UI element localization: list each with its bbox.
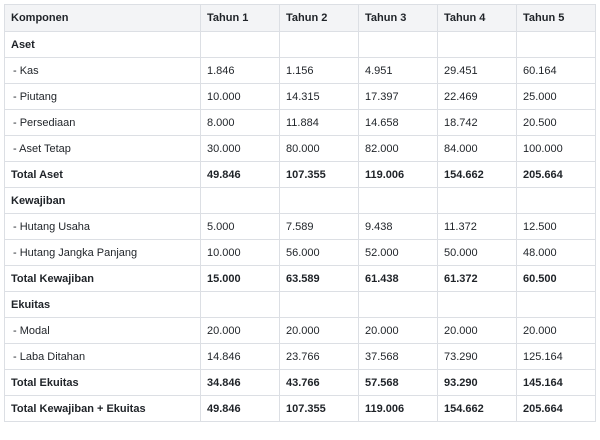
value-cell: 49.846 [201,162,280,188]
value-cell: 25.000 [517,84,596,110]
value-cell: 14.846 [201,344,280,370]
value-cell: 205.664 [517,162,596,188]
table-row [5,58,596,84]
column-header-tahun-5: Tahun 5 [517,5,596,32]
value-cell: 145.164 [517,370,596,396]
value-cell: 61.438 [359,266,438,292]
value-cell: 60.500 [517,266,596,292]
value-cell: 14.658 [359,110,438,136]
section-row [5,32,596,58]
value-cell: 107.355 [280,162,359,188]
value-cell [201,188,280,214]
row-label-cell: - Laba Ditahan [5,344,201,370]
value-cell: 43.766 [280,370,359,396]
value-cell [280,292,359,318]
row-label-cell: Total Kewajiban + Ekuitas [5,396,201,422]
value-cell: 20.000 [201,318,280,344]
value-cell [280,188,359,214]
value-cell [359,32,438,58]
value-cell: 9.438 [359,214,438,240]
section-row [5,188,596,214]
total-row [5,162,596,188]
value-cell: 15.000 [201,266,280,292]
column-header-tahun-1: Tahun 1 [201,5,280,32]
value-cell: 1.156 [280,58,359,84]
value-cell [201,292,280,318]
value-cell: 5.000 [201,214,280,240]
value-cell: 49.846 [201,396,280,422]
value-cell: 18.742 [438,110,517,136]
value-cell: 11.372 [438,214,517,240]
value-cell: 73.290 [438,344,517,370]
total-row [5,266,596,292]
value-cell: 10.000 [201,240,280,266]
value-cell: 100.000 [517,136,596,162]
value-cell: 205.664 [517,396,596,422]
table-header-row [5,5,596,32]
value-cell [438,32,517,58]
value-cell [517,188,596,214]
row-label-cell: - Piutang [5,84,201,110]
row-label-cell: Total Ekuitas [5,370,201,396]
table-row [5,318,596,344]
value-cell: 48.000 [517,240,596,266]
value-cell: 20.000 [359,318,438,344]
value-cell: 29.451 [438,58,517,84]
value-cell [438,188,517,214]
row-label-cell: - Hutang Usaha [5,214,201,240]
total-row [5,370,596,396]
value-cell: 63.589 [280,266,359,292]
table-row [5,84,596,110]
table-row [5,214,596,240]
value-cell: 119.006 [359,396,438,422]
value-cell: 80.000 [280,136,359,162]
table-container [4,4,596,422]
section-row [5,292,596,318]
value-cell: 56.000 [280,240,359,266]
value-cell: 1.846 [201,58,280,84]
value-cell [201,32,280,58]
value-cell: 20.000 [517,318,596,344]
value-cell: 20.000 [280,318,359,344]
value-cell: 11.884 [280,110,359,136]
value-cell: 10.000 [201,84,280,110]
row-label-cell: - Modal [5,318,201,344]
value-cell: 20.500 [517,110,596,136]
value-cell: 154.662 [438,396,517,422]
value-cell: 8.000 [201,110,280,136]
value-cell: 17.397 [359,84,438,110]
value-cell: 61.372 [438,266,517,292]
value-cell [359,292,438,318]
value-cell: 37.568 [359,344,438,370]
value-cell: 154.662 [438,162,517,188]
table-row [5,136,596,162]
value-cell [517,292,596,318]
value-cell: 119.006 [359,162,438,188]
row-label-cell: - Persediaan [5,110,201,136]
table-row [5,240,596,266]
value-cell: 12.500 [517,214,596,240]
row-label-cell: Aset [5,32,201,58]
value-cell: 107.355 [280,396,359,422]
value-cell: 14.315 [280,84,359,110]
value-cell: 125.164 [517,344,596,370]
row-label-cell: - Hutang Jangka Panjang [5,240,201,266]
column-header-tahun-2: Tahun 2 [280,5,359,32]
row-label-cell: Kewajiban [5,188,201,214]
value-cell [517,32,596,58]
value-cell: 57.568 [359,370,438,396]
financial-table [4,4,596,422]
value-cell: 22.469 [438,84,517,110]
column-header-komponen: Komponen [5,5,201,32]
value-cell: 84.000 [438,136,517,162]
value-cell: 23.766 [280,344,359,370]
column-header-tahun-4: Tahun 4 [438,5,517,32]
table-body [5,32,596,422]
value-cell: 82.000 [359,136,438,162]
value-cell [280,32,359,58]
row-label-cell: Ekuitas [5,292,201,318]
row-label-cell: Total Kewajiban [5,266,201,292]
value-cell: 4.951 [359,58,438,84]
total-row [5,396,596,422]
row-label-cell: - Aset Tetap [5,136,201,162]
value-cell: 50.000 [438,240,517,266]
value-cell: 52.000 [359,240,438,266]
column-header-tahun-3: Tahun 3 [359,5,438,32]
value-cell [359,188,438,214]
row-label-cell: Total Aset [5,162,201,188]
value-cell: 7.589 [280,214,359,240]
table-row [5,110,596,136]
value-cell [438,292,517,318]
table-row [5,344,596,370]
value-cell: 93.290 [438,370,517,396]
value-cell: 30.000 [201,136,280,162]
value-cell: 34.846 [201,370,280,396]
value-cell: 20.000 [438,318,517,344]
row-label-cell: - Kas [5,58,201,84]
value-cell: 60.164 [517,58,596,84]
